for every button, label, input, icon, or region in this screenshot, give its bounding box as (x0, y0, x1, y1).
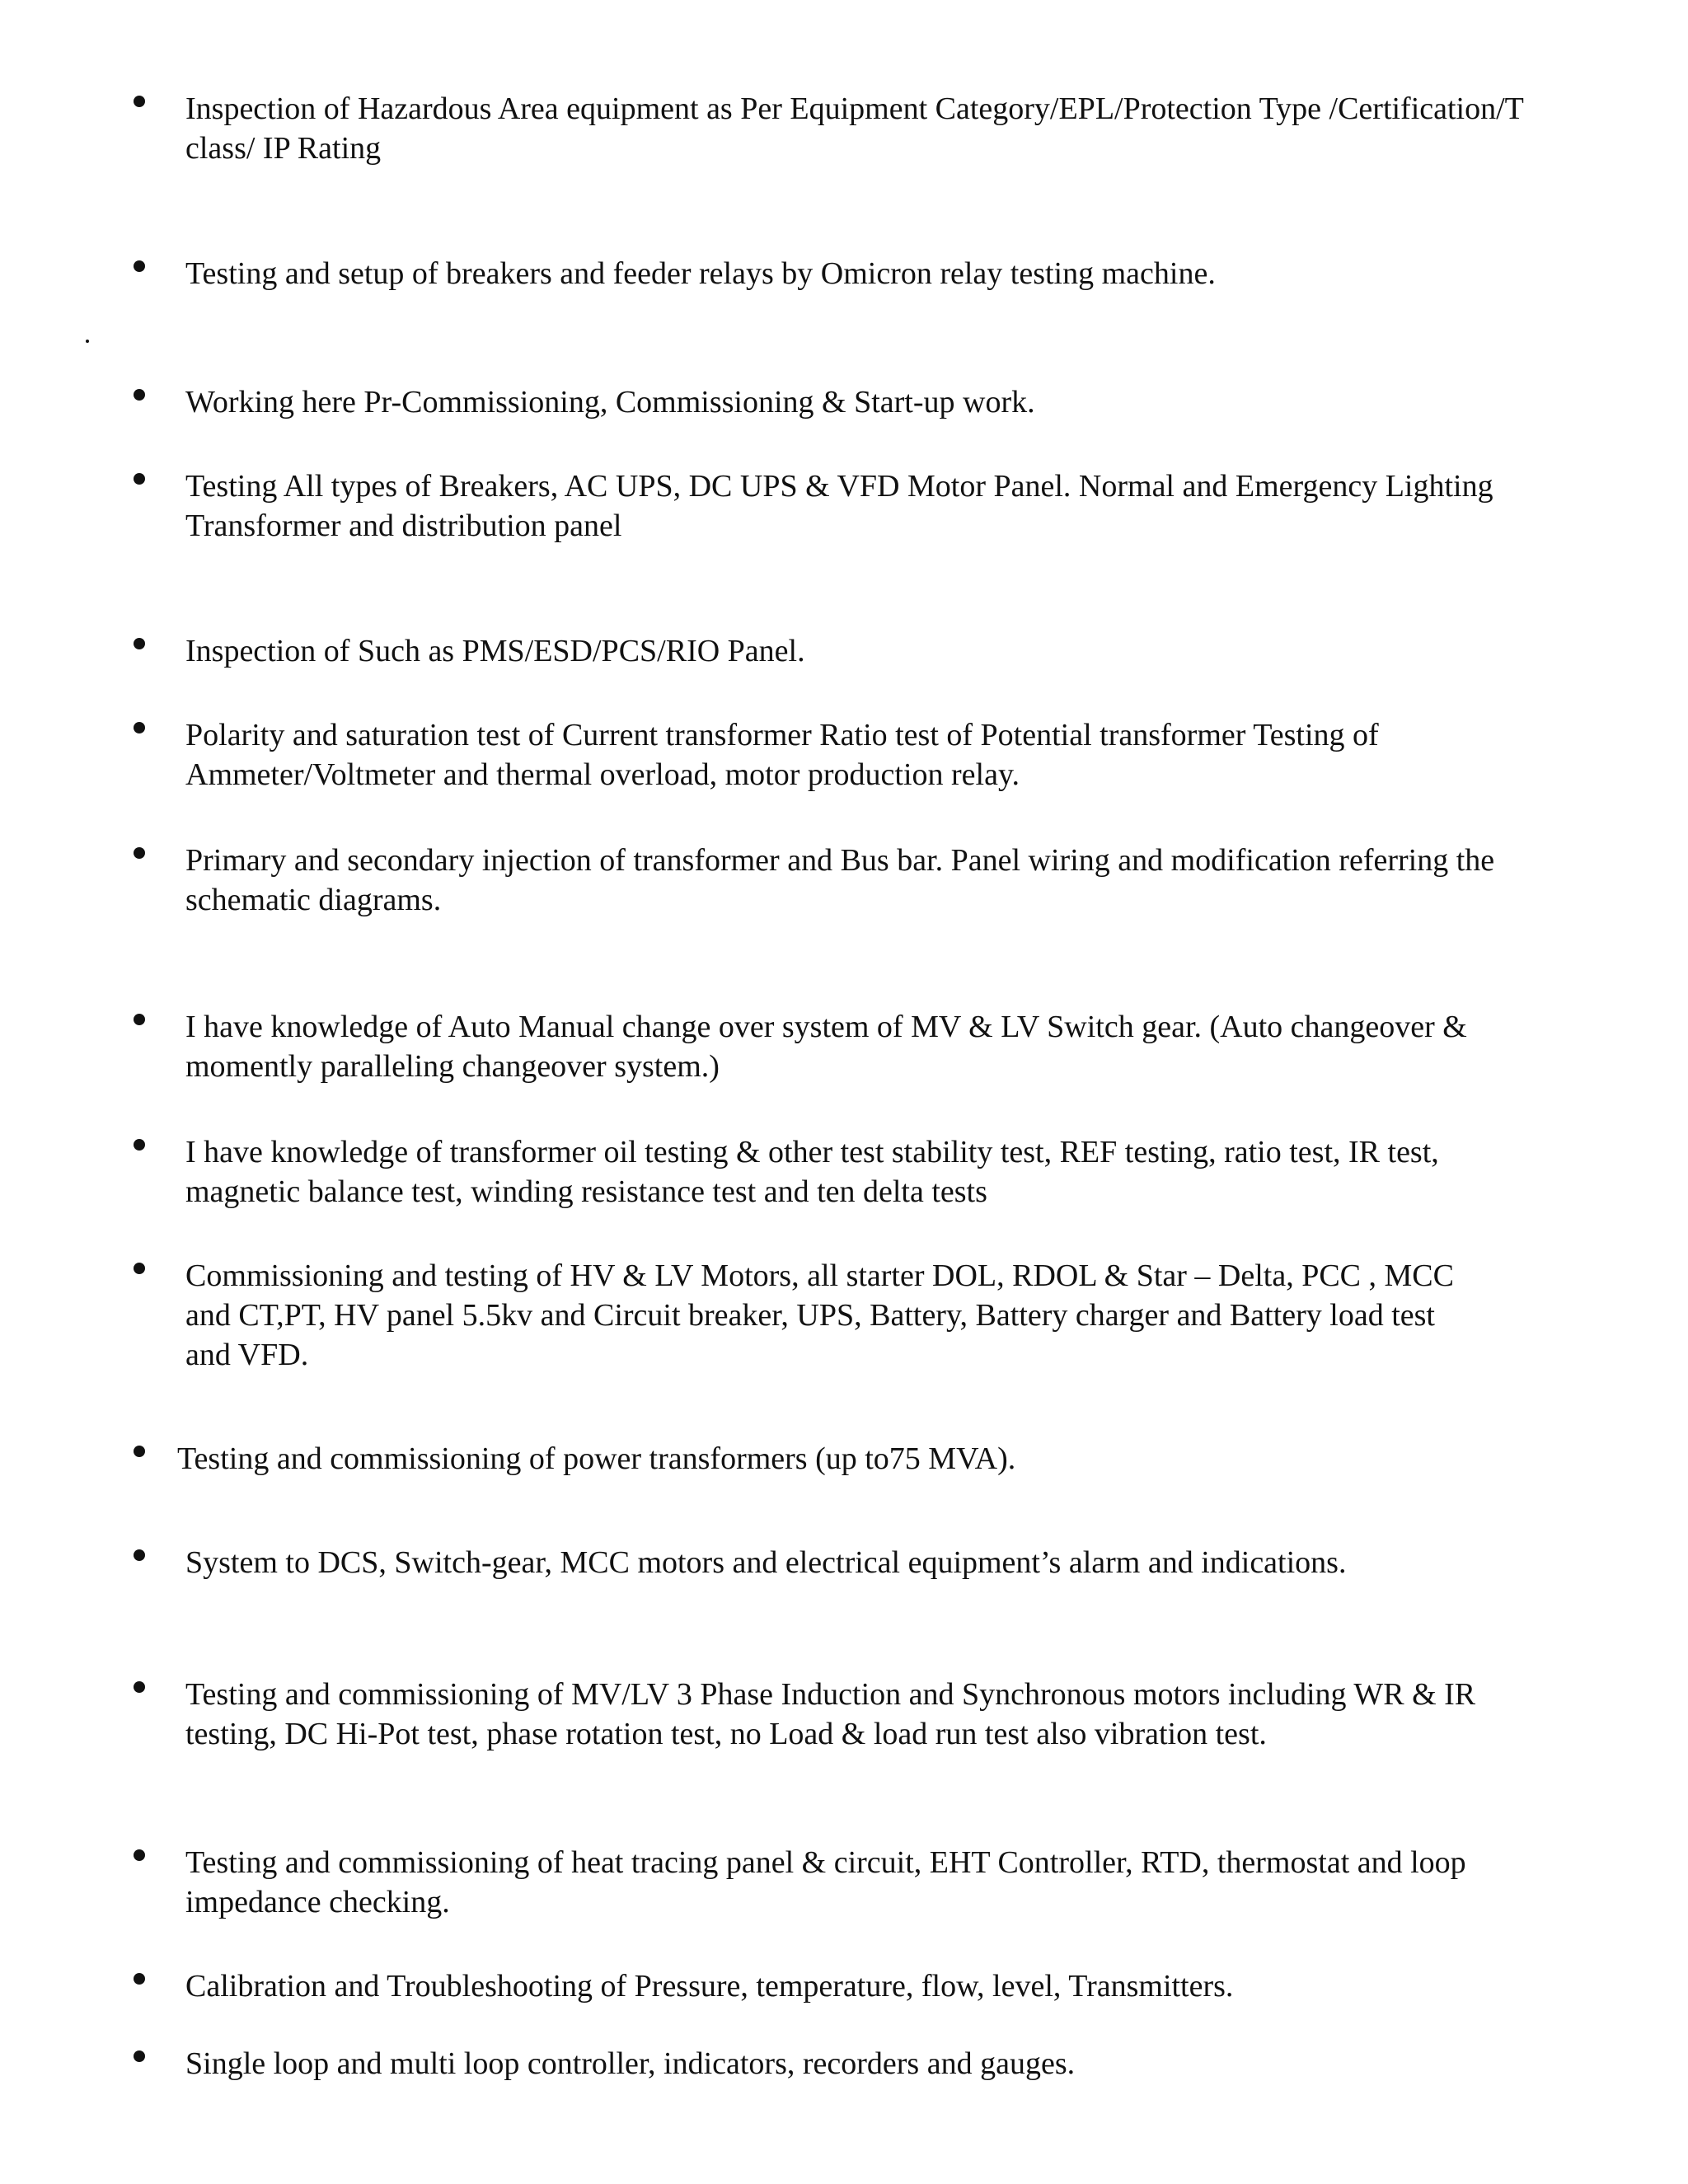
bullet-icon (134, 722, 145, 733)
list-item-text: I have knowledge of transformer oil testing & other test stability test, REF testing, ratio test, IR test, magnetic balance test, winding resistance test and ten delta tests (185, 1135, 1439, 1209)
list-item-text: Testing and commissioning of MV/LV 3 Phase Induction and Synchronous motors including WR & IR testing, DC Hi-Pot test, phase rotation test, no Load & load run test also vibration test. (185, 1677, 1476, 1751)
list-item-text: Inspection of Such as PMS/ESD/PCS/RIO Panel. (185, 634, 805, 668)
bullet-icon (134, 389, 145, 401)
list-item-text: Single loop and multi loop controller, indicators, recorders and gauges. (185, 2046, 1076, 2081)
bullet-icon (134, 1849, 145, 1861)
bullet-icon (134, 1681, 145, 1693)
bullet-icon (134, 96, 145, 107)
list-item-text: System to DCS, Switch-gear, MCC motors and electrical equipment’s alarm and indications. (185, 1545, 1347, 1580)
bullet-icon (134, 473, 145, 485)
list-item-text: Working here Pr-Commissioning, Commissioning & Start-up work. (185, 385, 1035, 419)
stray-dot (86, 340, 89, 343)
bullet-icon (134, 1014, 145, 1025)
bullet-icon (134, 847, 145, 859)
bullet-icon (134, 1446, 145, 1457)
list-item-text: Commissioning and testing of HV & LV Motors, all starter DOL, RDOL & Star – Delta, PCC , MCC and CT,PT, HV panel 5.5kv and Circuit breaker, UPS, Battery, Battery charger and Battery load test and VFD. (185, 1258, 1454, 1372)
bullet-icon (134, 1973, 145, 1985)
bullet-icon (134, 2050, 145, 2062)
list-item-text: Testing All types of Breakers, AC UPS, DC UPS & VFD Motor Panel. Normal and Emergency Lighting Transformer and distribution panel (185, 469, 1493, 543)
bullet-icon (134, 260, 145, 272)
bullet-icon (134, 1139, 145, 1151)
list-item-text: Testing and commissioning of power transformers (up to75 MVA). (177, 1441, 1016, 1476)
bullet-icon (134, 638, 145, 649)
list-item-text: Calibration and Troubleshooting of Pressure, temperature, flow, level, Transmitters. (185, 1969, 1234, 2004)
bullet-icon (134, 1263, 145, 1274)
list-item-text: Polarity and saturation test of Current transformer Ratio test of Potential transformer Testing of Ammeter/Voltmeter and thermal overload, motor production relay. (185, 718, 1379, 792)
list-item-text: Testing and commissioning of heat tracing panel & circuit, EHT Controller, RTD, thermostat and loop impedance checking. (185, 1845, 1466, 1919)
list-item-text: I have knowledge of Auto Manual change over system of MV & LV Switch gear. (Auto changeover & momently paralleling changeover system.) (185, 1010, 1467, 1084)
list-item-text: Testing and setup of breakers and feeder relays by Omicron relay testing machine. (185, 256, 1216, 291)
list-item-text: Inspection of Hazardous Area equipment as Per Equipment Category/EPL/Protection Type /Certification/T class/ IP Rating (185, 91, 1524, 166)
bullet-icon (134, 1549, 145, 1561)
list-item-text: Primary and secondary injection of transformer and Bus bar. Panel wiring and modification referring the schematic diagrams. (185, 843, 1495, 917)
